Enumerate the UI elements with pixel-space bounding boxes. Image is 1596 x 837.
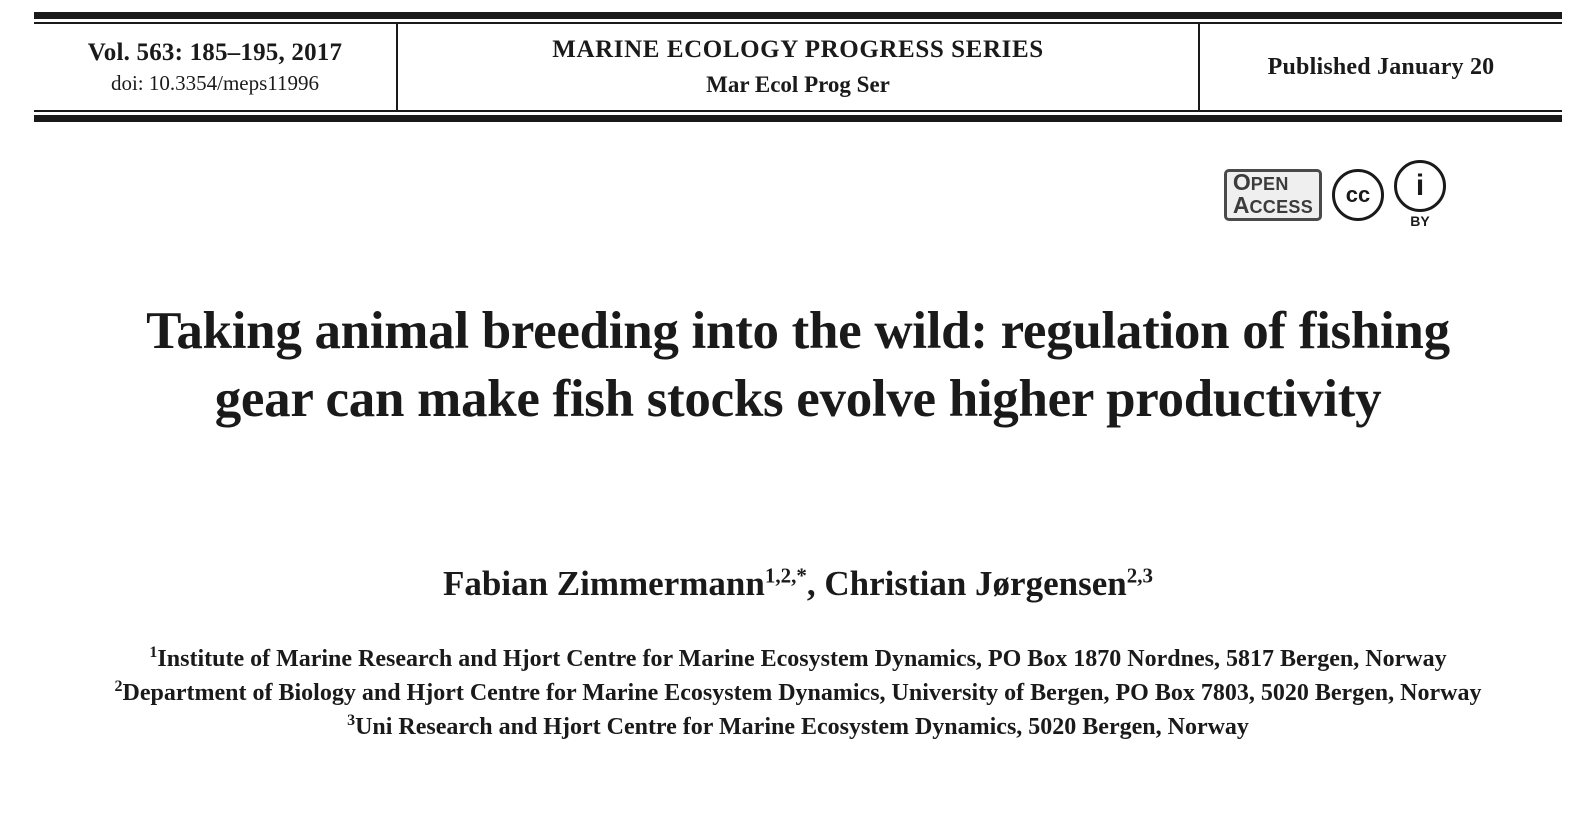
attribution-person-icon: i: [1394, 160, 1446, 212]
masthead-journal-cell: [396, 24, 1200, 110]
open-access-pen: PEN: [1250, 174, 1289, 194]
author-name-1: Fabian Zimmermann: [443, 564, 765, 603]
masthead-body: [34, 24, 1562, 110]
doi-text: doi: 10.3354/meps11996: [110, 70, 320, 95]
published-date: Published January 20: [1267, 53, 1495, 80]
affiliation-1: [28, 642, 1568, 676]
author-name-2: Christian Jørgensen: [824, 564, 1127, 603]
affiliation-text-2: Department of Biology and Hjort Centre for Marine Ecosystem Dynamics, University of Bergen, PO Box 7803, 5020 Bergen, Norway: [122, 680, 1482, 707]
open-access-line-1: [1233, 171, 1313, 194]
open-access-icon[interactable]: [1224, 169, 1322, 221]
cc-by-label: BY: [1410, 213, 1430, 229]
affiliation-2: [28, 676, 1568, 710]
journal-short-title: Mar Ecol Prog Ser: [706, 72, 890, 98]
masthead-bottom-rule-thin: [34, 110, 1562, 112]
affiliation-3: [28, 710, 1568, 744]
cc-by-icon-group[interactable]: [1394, 160, 1446, 229]
affiliation-text-3: Uni Research and Hjort Centre for Marine Ecosystem Dynamics, 5020 Bergen, Norway: [355, 714, 1249, 741]
open-access-a: A: [1232, 192, 1250, 218]
open-access-line-2: [1233, 194, 1313, 217]
author-list: [100, 564, 1496, 604]
affiliation-text-1: Institute of Marine Research and Hjort Centre for Marine Ecosystem Dynamics, PO Box 1870 Nordnes, 5817 Bergen, Norway: [157, 646, 1447, 672]
open-access-o: O: [1232, 169, 1251, 195]
masthead-top-rule-thick: [34, 12, 1562, 19]
journal-article-first-page: [0, 12, 1596, 837]
license-badges: [1224, 160, 1446, 229]
creative-commons-icon[interactable]: cc: [1332, 169, 1384, 221]
open-access-ccess: CCESS: [1249, 197, 1313, 217]
affiliation-marker-1: 1: [149, 644, 158, 661]
affiliation-list: [28, 642, 1568, 744]
affiliation-marker-3: 3: [347, 712, 356, 730]
volume-text: Vol. 563: 185–195, 2017: [87, 38, 343, 66]
journal-title: MARINE ECOLOGY PROGRESS SERIES: [552, 35, 1044, 63]
page-title: Taking animal breeding into the wild: regulation of fishing gear can make fish stocks evolve higher productivity: [146, 302, 1450, 428]
masthead-published-cell: [1200, 24, 1562, 110]
author-separator: ,: [806, 564, 825, 603]
masthead: [34, 12, 1562, 122]
author-affiliation-marker-1: 1,2,*: [764, 563, 807, 588]
affiliation-marker-2: 2: [114, 678, 123, 696]
masthead-bottom-rule-thick: [34, 115, 1562, 122]
author-affiliation-marker-2: 2,3: [1126, 563, 1153, 588]
masthead-volume-cell: [34, 24, 396, 110]
